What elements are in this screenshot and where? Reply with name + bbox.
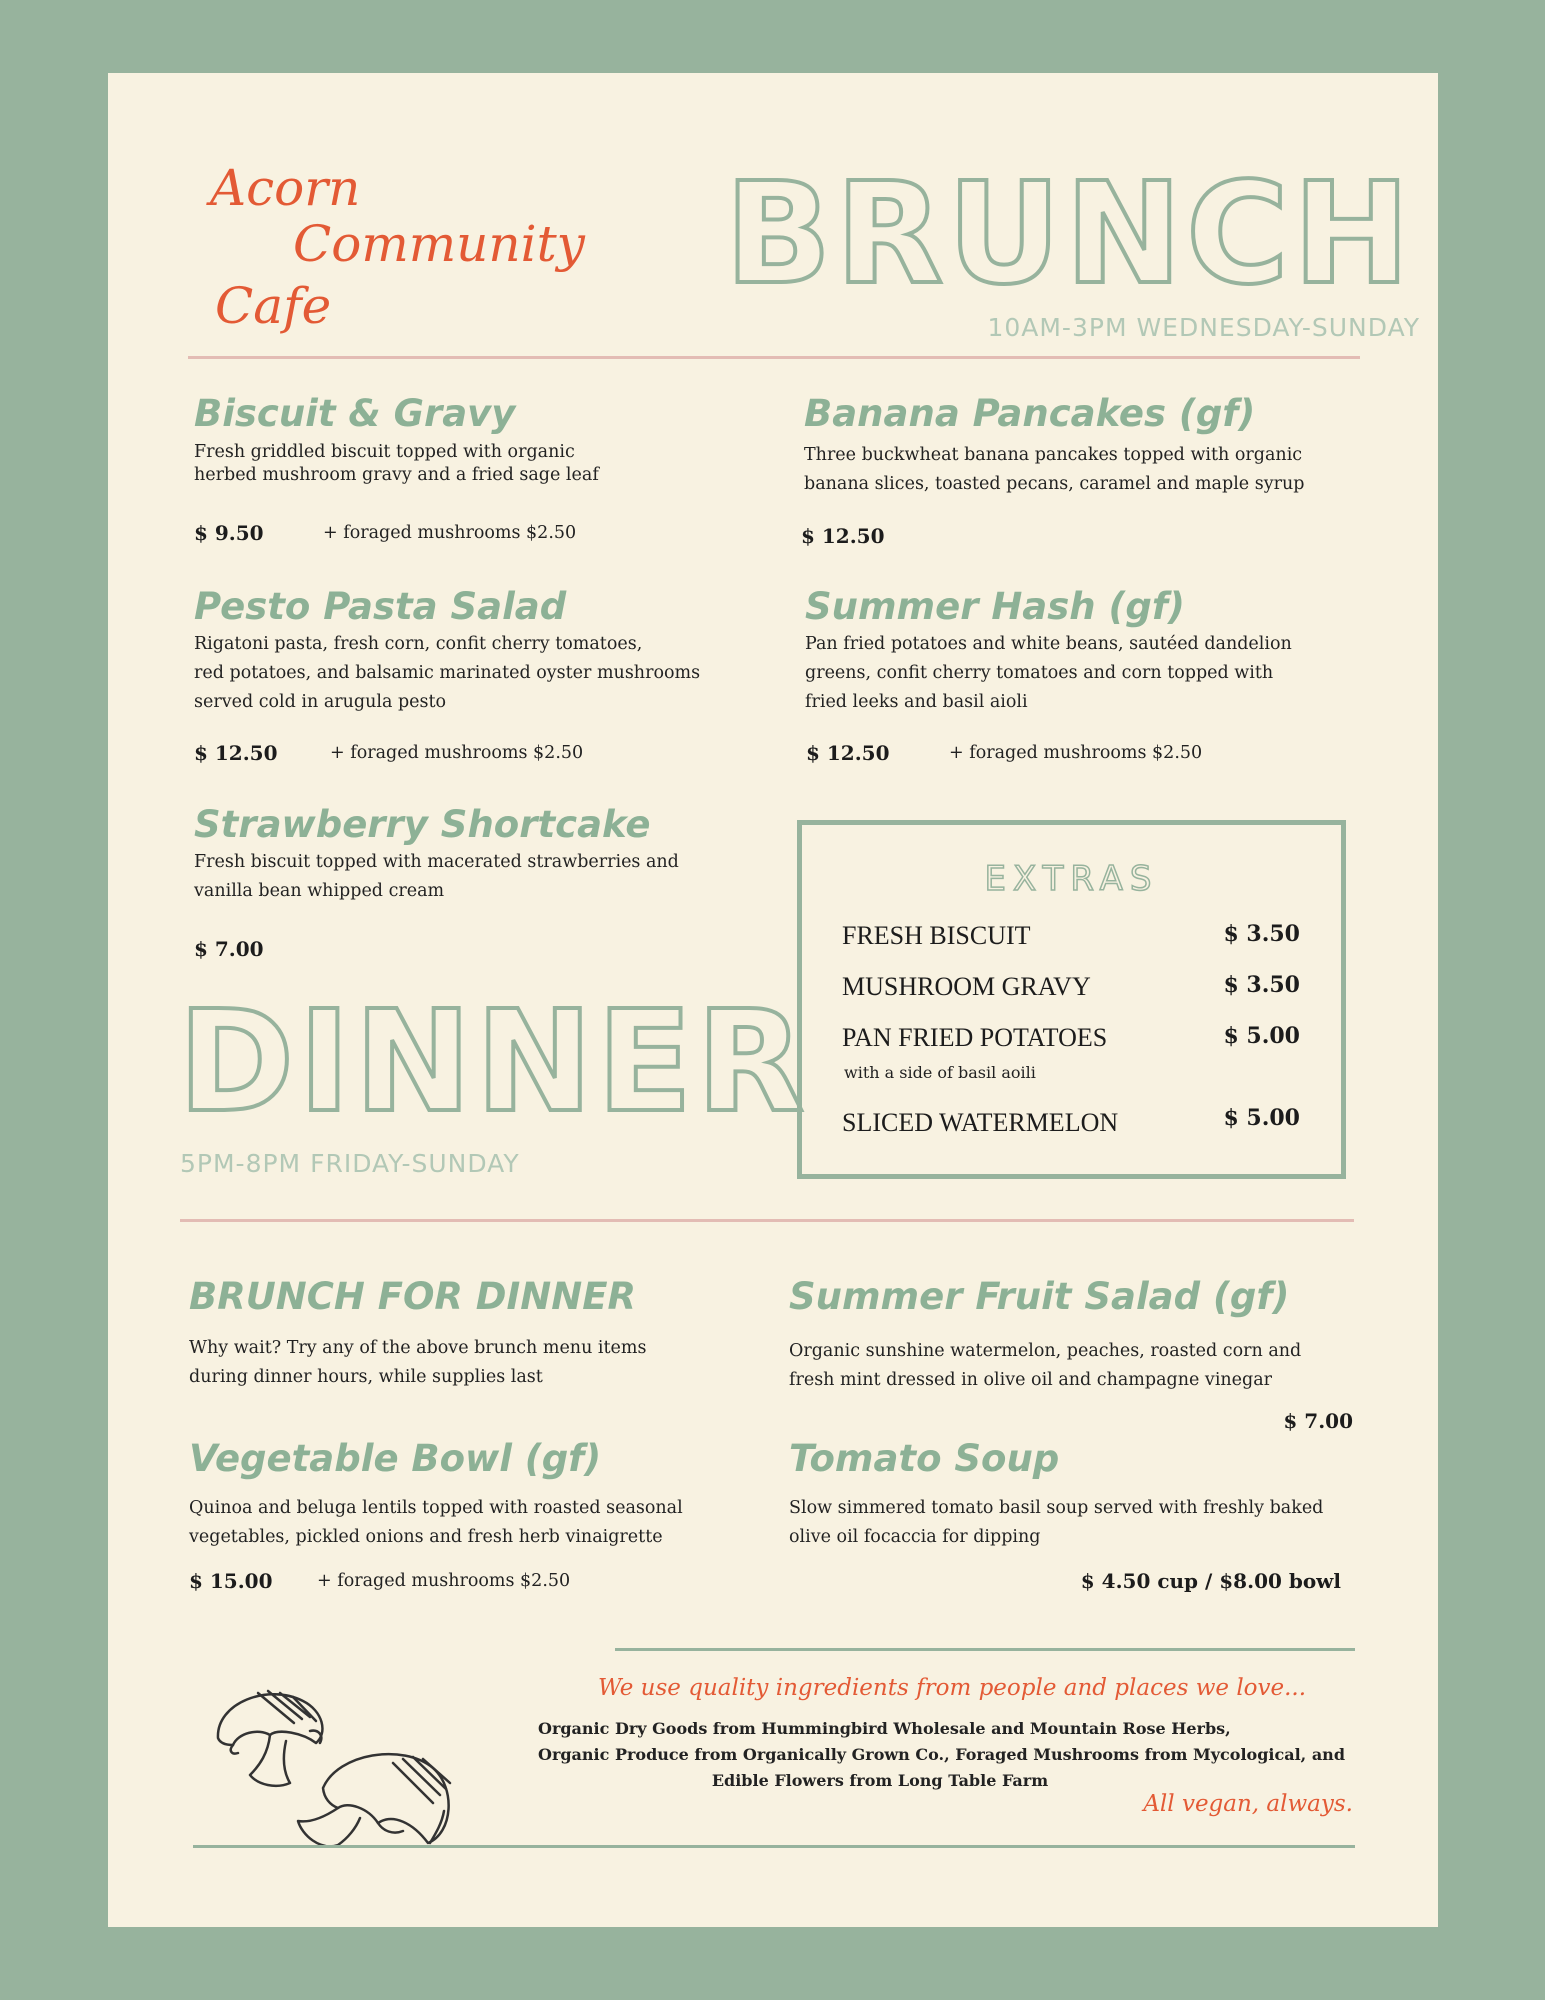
menu-item-biscuit-gravy	[194, 392, 599, 487]
extra-item-name: MUSHROOM GRAVY	[842, 972, 1091, 1001]
dinner-divider	[180, 1219, 1354, 1222]
menu-item-summer-fruit-salad	[789, 1275, 1302, 1395]
item-description	[189, 1494, 683, 1552]
desc-line: Fresh biscuit topped with macerated strawberries and	[194, 852, 679, 872]
item-title: Vegetable Bowl (gf)	[189, 1437, 602, 1480]
item-title: Summer Hash (gf)	[805, 585, 1185, 628]
desc-line: Three buckwheat banana pancakes topped with organic	[804, 445, 1303, 465]
desc-line: fried leeks and basil aioli	[805, 692, 1028, 712]
desc-line: vegetables, pickled onions and fresh herb vinaigrette	[189, 1527, 663, 1547]
desc-line: herbed mushroom gravy and a fried sage leaf	[194, 465, 599, 485]
logo-line-community: Community	[293, 215, 585, 273]
desc-line: Slow simmered tomato basil soup served with freshly baked	[789, 1498, 1324, 1518]
desc-line: served cold in arugula pesto	[194, 692, 447, 712]
item-price: $ 12.50	[194, 741, 278, 765]
item-title: Tomato Soup	[789, 1437, 1060, 1480]
item-addon: + foraged mushrooms $2.50	[323, 523, 577, 543]
item-addon: + foraged mushrooms $2.50	[330, 743, 584, 763]
item-description	[189, 1334, 646, 1392]
menu-item-pesto-pasta-salad	[194, 585, 701, 717]
item-price: $ 4.50 cup / $8.00 bowl	[1080, 1569, 1341, 1593]
menu-item-banana-pancakes	[804, 392, 1305, 499]
desc-line: Organic sunshine watermelon, peaches, roasted corn and	[789, 1341, 1302, 1361]
mushroom-illustration-icon	[198, 1683, 478, 1853]
desc-line: red potatoes, and balsamic marinated oyster mushrooms	[194, 663, 701, 683]
desc-line: vanilla bean whipped cream	[194, 881, 445, 901]
footer-tagline: We use quality ingredients from people and places we love...	[598, 1675, 1307, 1701]
desc-line: Pan fried potatoes and white beans, sautéed dandelion	[805, 634, 1292, 654]
menu-item-tomato-soup	[789, 1437, 1324, 1552]
item-description	[805, 630, 1292, 717]
item-description	[194, 441, 599, 487]
item-addon: + foraged mushrooms $2.50	[949, 743, 1203, 763]
extras-title: EXTRAS	[984, 859, 1159, 899]
extra-item-price: $ 5.00	[1223, 1023, 1300, 1049]
desc-line: olive oil focaccia for dipping	[789, 1527, 1041, 1547]
brunch-hours: 10AM-3PM WEDNESDAY-SUNDAY	[987, 313, 1420, 342]
extra-item-price: $ 3.50	[1223, 972, 1300, 998]
menu-item-strawberry-shortcake	[194, 803, 679, 906]
footer-sources	[538, 1716, 1345, 1794]
source-line: Organic Produce from Organically Grown Co., Foraged Mushrooms from Mycological, and	[538, 1745, 1345, 1764]
source-line: Organic Dry Goods from Hummingbird Wholesale and Mountain Rose Herbs,	[538, 1719, 1231, 1738]
item-price: $ 12.50	[801, 524, 885, 548]
item-description	[789, 1337, 1301, 1395]
extra-item-name: SLICED WATERMELON	[842, 1108, 1119, 1137]
item-price: $ 9.50	[194, 521, 264, 545]
logo-line-acorn: Acorn	[210, 159, 361, 217]
desc-line: greens, confit cherry tomatoes and corn topped with	[805, 663, 1274, 683]
desc-line: Quinoa and beluga lentils topped with roasted seasonal	[189, 1498, 683, 1518]
menu-item-brunch-for-dinner	[189, 1275, 647, 1392]
item-price: $ 12.50	[806, 741, 890, 765]
extra-item-note: with a side of basil aoili	[844, 1063, 1036, 1082]
brunch-divider	[188, 356, 1360, 359]
vegan-note: All vegan, always.	[1143, 1791, 1353, 1817]
source-line: Edible Flowers from Long Table Farm	[711, 1771, 1049, 1790]
desc-line: Why wait? Try any of the above brunch menu items	[189, 1338, 647, 1358]
item-title: Strawberry Shortcake	[194, 803, 651, 846]
footer-bottom-rule	[193, 1845, 1355, 1848]
menu-page	[108, 73, 1438, 1927]
item-title: Summer Fruit Salad (gf)	[789, 1275, 1290, 1318]
item-description	[194, 848, 679, 906]
desc-line: during dinner hours, while supplies last	[189, 1367, 543, 1387]
logo-line-cafe: Cafe	[215, 277, 332, 335]
extra-item-name: FRESH BISCUIT	[842, 921, 1031, 950]
footer-top-rule	[615, 1648, 1355, 1651]
item-title: Banana Pancakes (gf)	[804, 392, 1256, 435]
menu-item-summer-hash	[805, 585, 1292, 717]
item-description	[804, 441, 1304, 499]
item-description	[789, 1494, 1323, 1552]
desc-line: Rigatoni pasta, fresh corn, confit cherry tomatoes,	[194, 634, 643, 654]
item-price: $ 15.00	[189, 1569, 273, 1593]
extras-box	[797, 820, 1346, 1179]
extra-item-price: $ 5.00	[1223, 1105, 1300, 1131]
desc-line: Fresh griddled biscuit topped with organic	[194, 442, 575, 462]
dinner-hours: 5PM-8PM FRIDAY-SUNDAY	[180, 1149, 520, 1178]
item-title: Biscuit & Gravy	[194, 392, 516, 435]
item-price: $ 7.00	[194, 937, 264, 961]
desc-line: fresh mint dressed in olive oil and champagne vinegar	[789, 1370, 1273, 1390]
menu-item-vegetable-bowl	[189, 1437, 683, 1552]
item-title: Pesto Pasta Salad	[194, 585, 567, 628]
item-price: $ 7.00	[1283, 1409, 1353, 1433]
item-addon: + foraged mushrooms $2.50	[317, 1571, 571, 1591]
item-title: BRUNCH FOR DINNER	[189, 1275, 636, 1318]
extra-item-name: PAN FRIED POTATOES	[842, 1023, 1108, 1052]
desc-line: banana slices, toasted pecans, caramel and maple syrup	[804, 474, 1305, 494]
dinner-heading: DINNER	[178, 981, 809, 1144]
brunch-heading: BRUNCH	[724, 153, 1414, 316]
item-description	[194, 630, 700, 717]
extra-item-price: $ 3.50	[1223, 921, 1300, 947]
